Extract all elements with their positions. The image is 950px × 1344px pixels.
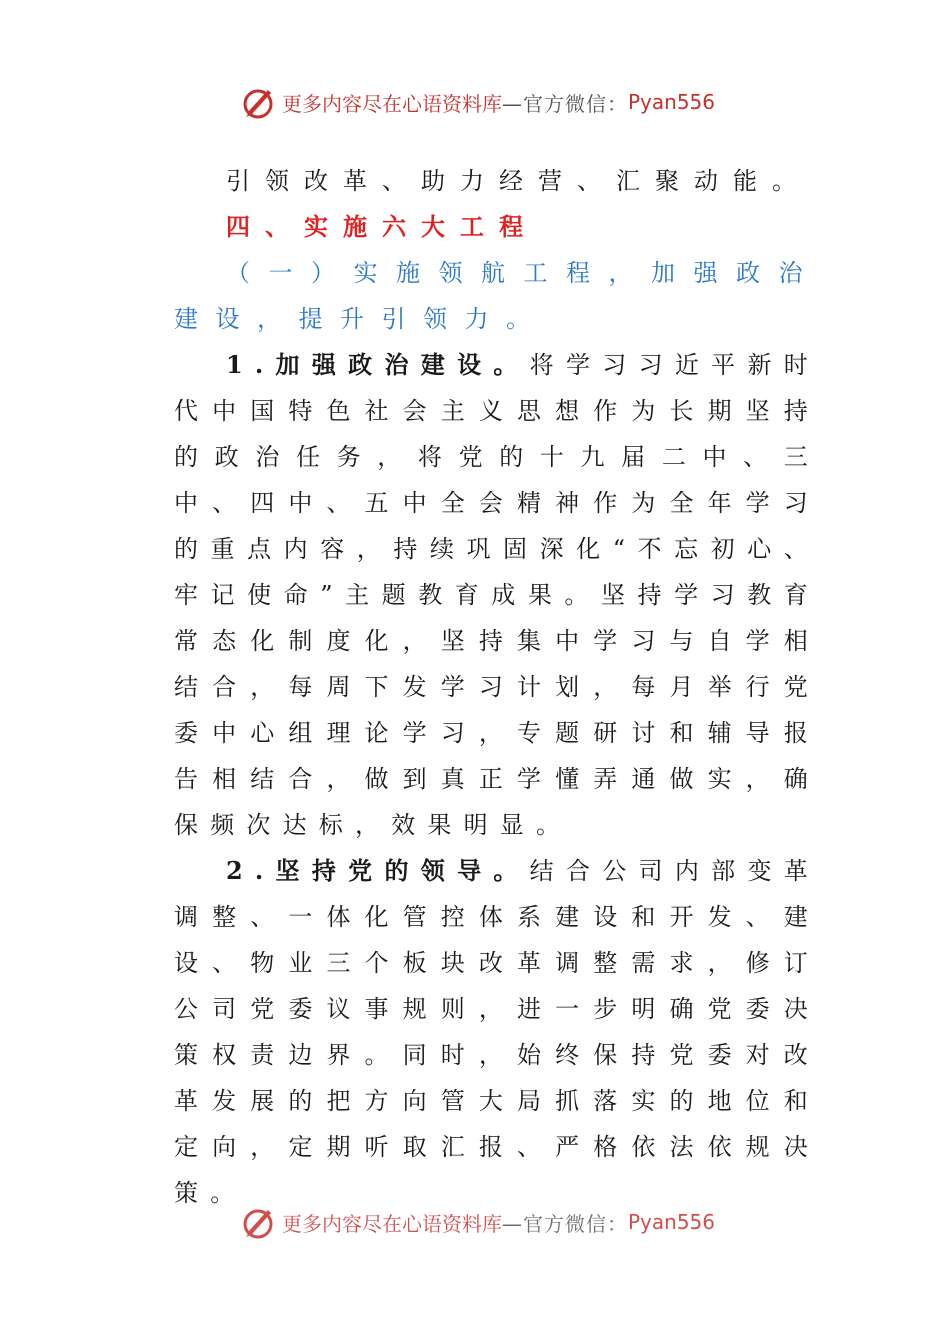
- paragraph-1-title: 1.加强政治建设。: [226, 350, 530, 379]
- paragraph-2-body: 结合公司内部变革调整、一体化管控体系建设和开发、建设、物业三个板块改革调整需求，修订公司党委议事规则，进一步明确党委决策权责边界。同时，始终保持党委对改革发展的把方向管大局抓落实的地位和定向，定期听取汇报、严格依法依规决策。: [174, 857, 820, 1207]
- footer-text-sep: —官方微信：: [502, 1211, 628, 1236]
- pen-logo-icon: [238, 82, 278, 122]
- header-text-sep: —官方微信：: [502, 91, 628, 116]
- footer-text-main: 更多内容尽在心语资料库: [282, 1211, 502, 1236]
- section-heading: 四、实施六大工程: [226, 212, 538, 241]
- paragraph-1: [174, 342, 820, 848]
- header-text-id: Pyan556: [628, 90, 716, 114]
- header-watermark: [238, 82, 758, 122]
- subsection-heading: （一）实施领航工程，加强政治建设，提升引领力。: [174, 259, 820, 333]
- intro-line: 引领改革、助力经营、汇聚动能。: [226, 167, 811, 195]
- paragraph-1-body: 将学习习近平新时代中国特色社会主义思想作为长期坚持的政治任务，将党的十九届二中、三中、四中、五中全会精神作为全年学习的重点内容，持续巩固深化“不忘初心、牢记使命”主题教育成果。坚持学习教育常态化制度化，坚持集中学习与自学相结合，每周下发学习计划，每月举行党委中心组理论学习，专题研讨和辅导报告相结合，做到真正学懂弄通做实，确保频次达标，效果明显。: [174, 351, 820, 839]
- paragraph-2-title: 2.坚持党的领导。: [226, 856, 530, 885]
- footer-text-id: Pyan556: [628, 1210, 716, 1234]
- header-text-main: 更多内容尽在心语资料库: [282, 91, 502, 116]
- footer-watermark: [238, 1202, 758, 1242]
- pen-logo-icon: [238, 1202, 278, 1242]
- paragraph-2: [174, 848, 820, 1216]
- document-body: [174, 158, 820, 1216]
